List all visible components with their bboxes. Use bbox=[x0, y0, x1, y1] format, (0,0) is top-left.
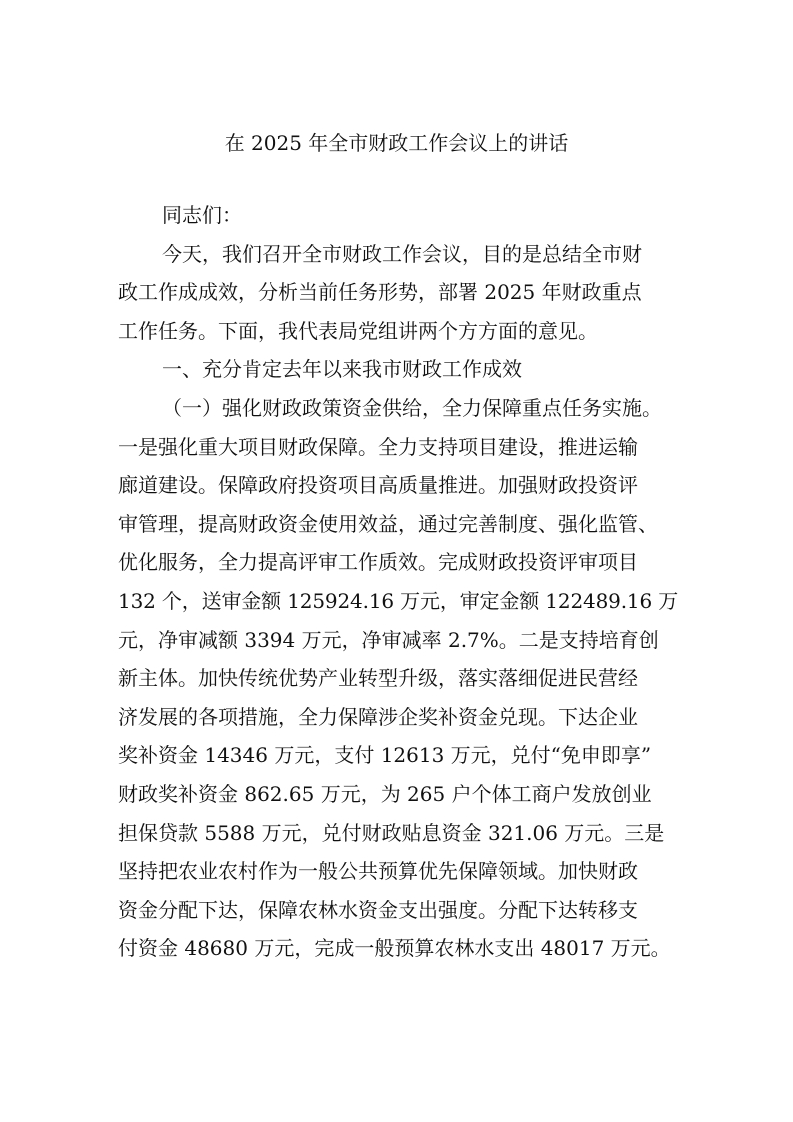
body-text-line: 财政奖补资金 862.65 万元，为 265 户个体工商户发放创业 bbox=[118, 781, 652, 806]
body-text-line: 新主体。加快传统优势产业转型升级，落实落细促进民营经 bbox=[118, 666, 638, 691]
body-text-line: 元，净审减额 3394 万元，净审减率 2.7%。二是支持培育创 bbox=[118, 627, 659, 652]
body-text-line: 济发展的各项措施，全力保障涉企奖补资金兑现。下达企业 bbox=[118, 704, 638, 729]
body-text-line: 今天，我们召开全市财政工作会议，目的是总结全市财 bbox=[162, 241, 642, 266]
document-body bbox=[118, 196, 678, 968]
body-text-line: 廊道建设。保障政府投资项目高质量推进。加强财政投资评 bbox=[118, 473, 638, 498]
body-text-line: 担保贷款 5588 万元，兑付财政贴息资金 321.06 万元。三是 bbox=[118, 820, 665, 845]
body-text-line: 政工作成成效，分析当前任务形势，部署 2025 年财政重点 bbox=[118, 280, 642, 305]
document-title: 在 2025 年全市财政工作会议上的讲话 bbox=[224, 131, 569, 155]
body-text-line: 一、充分肯定去年以来我市财政工作成效 bbox=[162, 357, 522, 382]
body-text-line: 奖补资金 14346 万元，支付 12613 万元，兑付“免申即享” bbox=[118, 743, 652, 768]
body-text-line: （一）强化财政政策资金供给，全力保障重点任务实施。 bbox=[162, 395, 662, 420]
body-text-line: 资金分配下达，保障农林水资金支出强度。分配下达转移支 bbox=[118, 897, 638, 922]
body-text-line: 坚持把农业农村作为一般公共预算优先保障领域。加快财政 bbox=[118, 859, 638, 884]
body-text-line: 优化服务，全力提高评审工作质效。完成财政投资评审项目 bbox=[118, 550, 638, 575]
body-text-line: 付资金 48680 万元，完成一般预算农林水支出 48017 万元。 bbox=[118, 936, 671, 961]
body-text-line: 审管理，提高财政资金使用效益，通过完善制度、强化监管、 bbox=[118, 511, 658, 536]
body-text-line: 一是强化重大项目财政保障。全力支持项目建设，推进运输 bbox=[118, 434, 638, 459]
body-text-line: 同志们： bbox=[162, 203, 242, 227]
body-text-line: 工作任务。下面，我代表局党组讲两个方方面的意见。 bbox=[118, 318, 598, 343]
body-text-line: 132 个，送审金额 125924.16 万元，审定金额 122489.16 万 bbox=[118, 588, 679, 613]
